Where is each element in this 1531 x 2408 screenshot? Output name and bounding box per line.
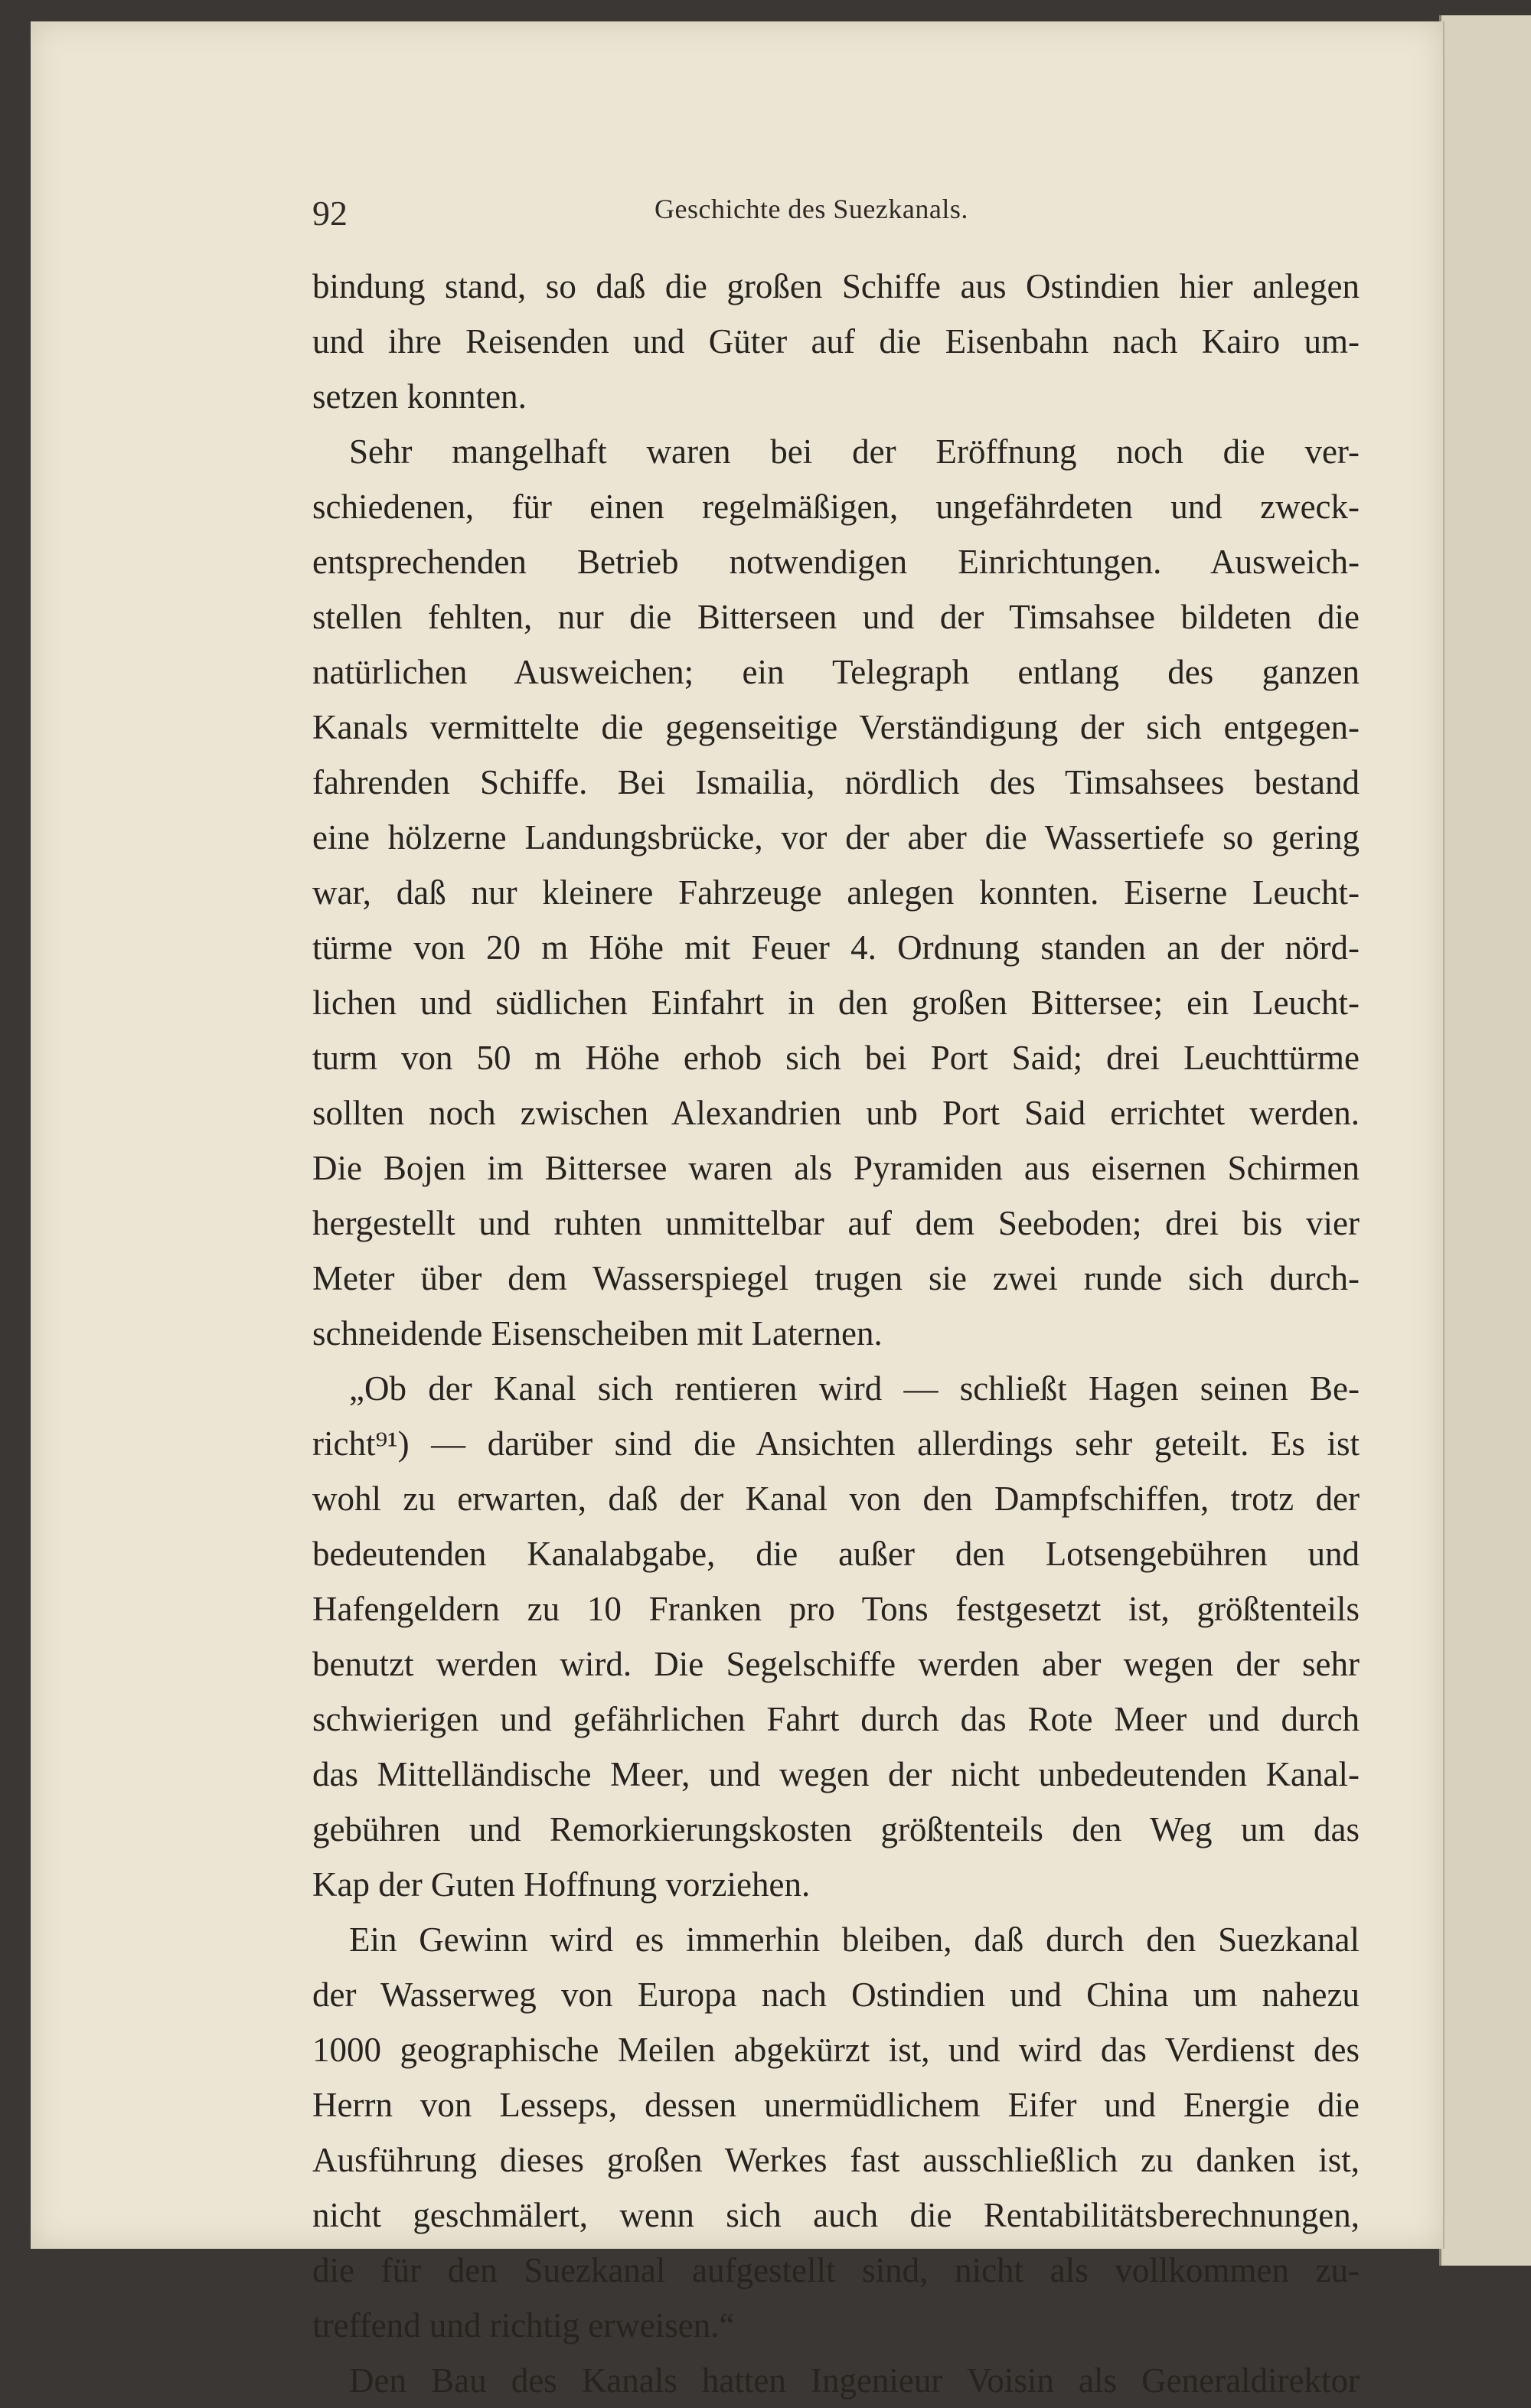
text-line: fahrenden Schiffe. Bei Ismailia, nördlich des Timsahsees bestand (312, 763, 1360, 801)
text-line: Meter über dem Wasserspiegel trugen sie zwei runde sich durch- (312, 1259, 1360, 1297)
text-line: benutzt werden wird. Die Segelschiffe werden aber wegen der sehr (312, 1645, 1360, 1683)
text-line: sollten noch zwischen Alexandrien unb Port Said errichtet werden. (312, 1094, 1360, 1132)
text-line: 1000 geographische Meilen abgekürzt ist, und wird das Verdienst des (312, 2031, 1360, 2069)
text-line: stellen fehlten, nur die Bitterseen und der Timsahsee bildeten die (312, 598, 1360, 636)
text-line: und ihre Reisenden und Güter auf die Eisenbahn nach Kairo um- (312, 322, 1360, 361)
text-line: war, daß nur kleinere Fahrzeuge anlegen konnten. Eiserne Leucht- (312, 873, 1360, 912)
text-line: Den Bau des Kanals hatten Ingenieur Voisin als Generaldirektor (349, 2361, 1360, 2400)
text-line: Hafengeldern zu 10 Franken pro Tons festgesetzt ist, größtenteils (312, 1590, 1360, 1628)
text-line: schwierigen und gefährlichen Fahrt durch das Rote Meer und durch (312, 1700, 1360, 1738)
text-line: lichen und südlichen Einfahrt in den großen Bittersee; ein Leucht- (312, 984, 1360, 1022)
running-title: Geschichte des Suezkanals. (655, 194, 968, 224)
text-line: schiedenen, für einen regelmäßigen, ungefährdeten und zweck- (312, 488, 1360, 526)
text-line: setzen konnten. (312, 377, 527, 416)
text-line: turm von 50 m Höhe erhob sich bei Port Said; drei Leuchttürme (312, 1039, 1360, 1077)
text-line: entsprechenden Betrieb notwendigen Einrichtungen. Ausweich- (312, 543, 1360, 581)
page-number: 92 (312, 194, 348, 233)
body-text (312, 259, 1360, 2408)
text-line: Ein Gewinn wird es immerhin bleiben, daß durch den Suezkanal (349, 1920, 1360, 1959)
text-line: der Wasserweg von Europa nach Ostindien und China um nahezu (312, 1976, 1360, 2014)
text-line: „Ob der Kanal sich rentieren wird — schließt Hagen seinen Be- (349, 1369, 1360, 1408)
text-line: hergestellt und ruhten unmittelbar auf dem Seeboden; drei bis vier (312, 1204, 1360, 1242)
text-line: türme von 20 m Höhe mit Feuer 4. Ordnung standen an der nörd- (312, 928, 1360, 967)
text-line: die für den Suezkanal aufgestellt sind, nicht als vollkommen zu- (312, 2251, 1360, 2289)
text-line: das Mittelländische Meer, und wegen der nicht unbedeutenden Kanal- (312, 1755, 1360, 1793)
text-line: Sehr mangelhaft waren bei der Eröffnung noch die ver- (349, 432, 1360, 471)
text-line: richt⁹¹) — darüber sind die Ansichten allerdings sehr geteilt. Es ist (312, 1424, 1360, 1463)
text-line: nicht geschmälert, wenn sich auch die Rentabilitätsberechnungen, (312, 2196, 1360, 2234)
text-line: Kap der Guten Hoffnung vorziehen. (312, 1865, 811, 1904)
text-line: eine hölzerne Landungsbrücke, vor der aber die Wassertiefe so gering (312, 818, 1360, 857)
text-line: Kanals vermittelte die gegenseitige Verständigung der sich entgegen- (312, 708, 1360, 746)
text-line: Die Bojen im Bittersee waren als Pyramiden aus eisernen Schirmen (312, 1149, 1360, 1187)
text-line: Herrn von Lesseps, dessen unermüdlichem Eifer und Energie die (312, 2086, 1360, 2124)
text-line: treffend und richtig erweisen.“ (312, 2306, 735, 2344)
adjacent-page-edge (1439, 15, 1531, 2266)
text-line: Ausführung dieses großen Werkes fast ausschließlich zu danken ist, (312, 2141, 1360, 2179)
text-line: bedeutenden Kanalabgabe, die außer den Lotsengebühren und (312, 1535, 1360, 1573)
text-line: schneidende Eisenscheiben mit Laternen. (312, 1314, 883, 1352)
text-line: gebühren und Remorkierungskosten größtenteils den Weg um das (312, 1810, 1360, 1848)
text-line: natürlichen Ausweichen; ein Telegraph entlang des ganzen (312, 653, 1360, 691)
text-line: bindung stand, so daß die großen Schiffe aus Ostindien hier anlegen (312, 267, 1360, 305)
text-line: wohl zu erwarten, daß der Kanal von den Dampfschiffen, trotz der (312, 1480, 1360, 1518)
